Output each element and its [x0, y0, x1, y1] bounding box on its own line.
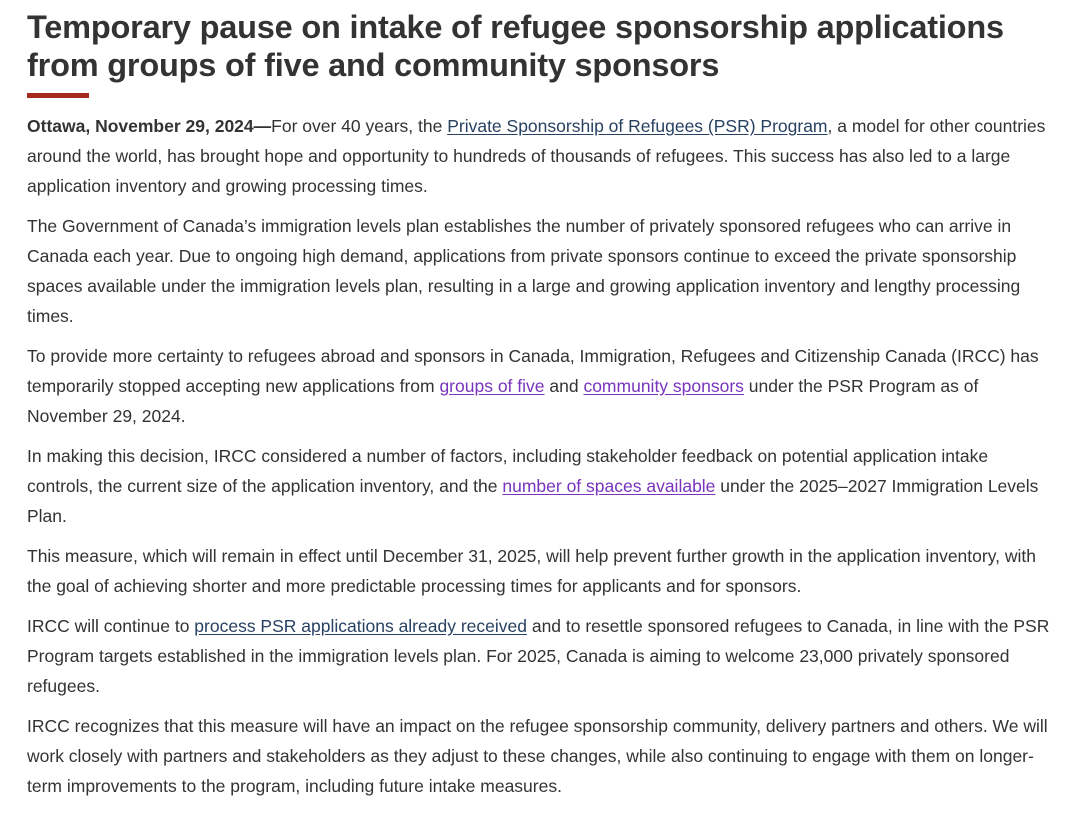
- paragraph-pause-announcement: [27, 341, 1057, 431]
- psr-program-link[interactable]: Private Sponsorship of Refugees (PSR) Program: [447, 116, 828, 136]
- title-underline-rule: [27, 93, 89, 98]
- paragraph-continue-processing: [27, 611, 1057, 701]
- paragraph-measure-duration: This measure, which will remain in effect until December 31, 2025, will help prevent further growth in the application inventory, with the goal of achieving shorter and more predictable processing times for applicants and for sponsors.: [27, 546, 1037, 596]
- community-sponsors-link[interactable]: community sponsors: [583, 376, 744, 396]
- paragraph-text: and to resettle sponsored refugees to Canada, in line with the PSR Program targets established in the immigration levels plan. For 2025, Canada is aiming to welcome 23,000 privately sponsored refugees.: [27, 616, 1050, 696]
- page-title: Temporary pause on intake of refugee sponsorship applications from groups of five and community sponsors: [27, 9, 1004, 83]
- paragraph-text: For over 40 years, the: [271, 116, 448, 136]
- paragraph-text: and: [544, 376, 584, 396]
- paragraph-levels-plan: The Government of Canada’s immigration levels plan establishes the number of privately sponsored refugees who can arrive in Canada each year. Due to ongoing high demand, applications from private sponsors continue to exceed the private sponsorship spaces available under the immigration levels plan, resulting in a large and growing application inventory and lengthy processing times.: [27, 216, 1021, 326]
- paragraph-impact: IRCC recognizes that this measure will have an impact on the refugee sponsorship community, delivery partners and others. We will work closely with partners and stakeholders as they adjust to these changes, while also continuing to engage with them on longer-term improvements to the program, including future intake measures.: [27, 716, 1048, 796]
- paragraph-text: In making this decision, IRCC considered a number of factors, including stakeholder feedback on potential application intake controls, the current size of the application inventory, and the: [27, 446, 989, 496]
- paragraph-text: To provide more certainty to refugees abroad and sponsors in Canada, Immigration, Refugees and Citizenship Canada (IRCC) has temporarily stopped accepting new applications from: [27, 346, 1039, 396]
- spaces-available-link[interactable]: number of spaces available: [502, 476, 716, 496]
- paragraph-intro: [27, 111, 1057, 201]
- paragraph-text: under the PSR Program as of November 29, 2024.: [27, 376, 979, 426]
- process-psr-applications-link[interactable]: process PSR applications already received: [194, 616, 527, 636]
- paragraph-text: IRCC will continue to: [27, 616, 195, 636]
- paragraph-text: , a model for other countries around the world, has brought hope and opportunity to hundreds of thousands of refugees. This success has also led to a large application inventory and growing processing times.: [27, 116, 1046, 196]
- paragraph-text: under the 2025–2027 Immigration Levels Plan.: [27, 476, 1039, 526]
- dateline: Ottawa, November 29, 2024—: [27, 116, 272, 136]
- paragraph-decision-factors: [27, 441, 1057, 531]
- groups-of-five-link[interactable]: groups of five: [439, 376, 545, 396]
- news-release-article: [27, 8, 1057, 811]
